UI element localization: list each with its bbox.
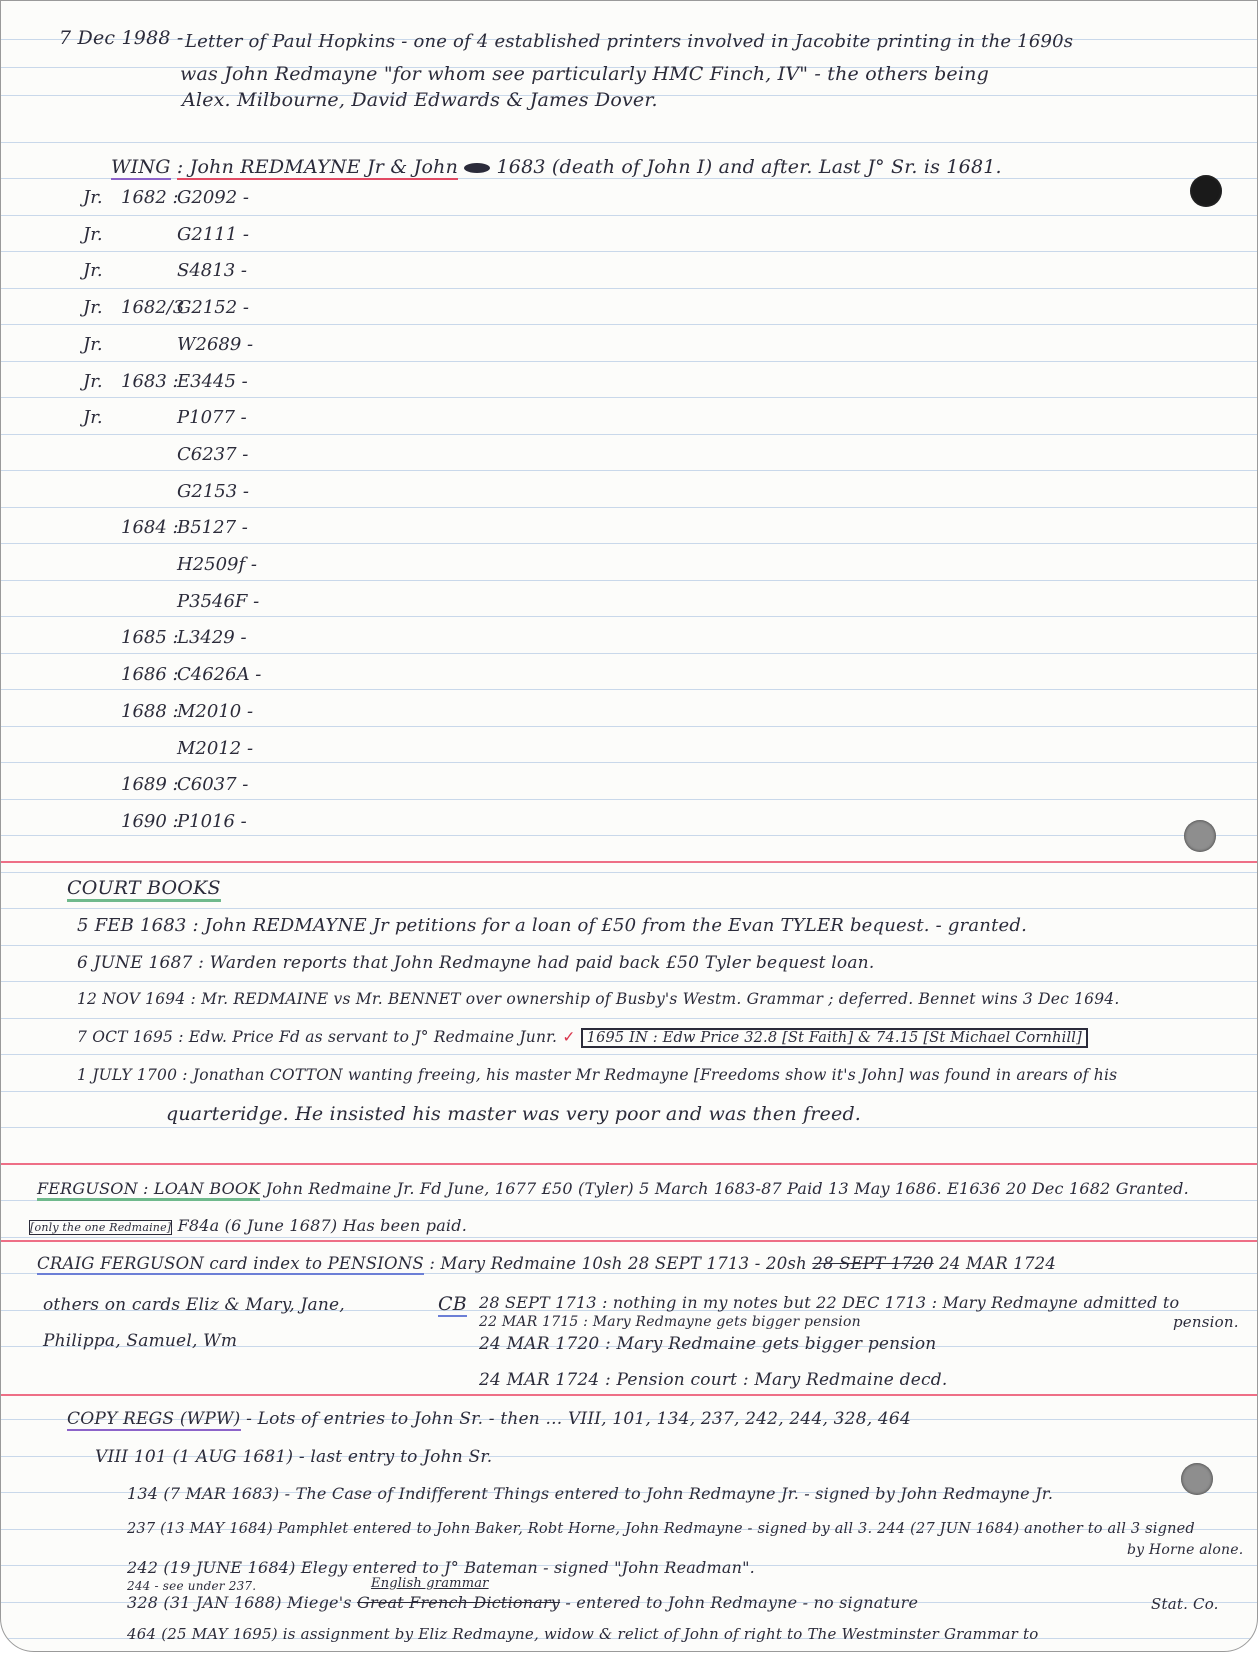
wing-subheading: : John REDMAYNE Jr & John	[176, 156, 459, 178]
wing-entry-year: 1686 :	[121, 664, 179, 686]
wing-entry-jr: Jr.	[83, 370, 103, 392]
craig-heading: CRAIG FERGUSON card index to PENSIONS	[37, 1254, 424, 1273]
wing-entry-jr: Jr.	[83, 223, 103, 245]
craig-line-1	[37, 1254, 1056, 1273]
wing-entry-year: 1684 :	[121, 517, 179, 539]
ferguson-line-2	[29, 1216, 467, 1235]
craig-cb-1: 28 SEPT 1713 : nothing in my notes but 22 DEC 1713 : Mary Redmayne admitted to	[479, 1293, 1180, 1312]
binder-hole-bottom	[1181, 1463, 1213, 1495]
craig-others-2: Philippa, Samuel, Wm	[43, 1331, 238, 1351]
wing-entry-ref: P1016 -	[177, 810, 247, 832]
copy-intro: - Lots of entries to John Sr. - then ... VIII, 101, 134, 237, 242, 244, 328, 464	[246, 1409, 911, 1429]
wing-entry-ref: P1077 -	[177, 407, 247, 429]
header-line-1: Letter of Paul Hopkins - one of 4 established printers involved in Jacobite printing in the 1690s	[185, 31, 1074, 52]
wing-entry-jr: Jr.	[83, 333, 103, 355]
wing-entry-year: 1688 :	[121, 700, 179, 722]
copy-line-3: 134 (7 MAR 1683) - The Case of Indifferent Things entered to John Redmayne Jr. - signed by John Redmayne Jr.	[127, 1484, 1054, 1503]
wing-entry-ref: S4813 -	[177, 260, 247, 282]
craig-strike: 28 SEPT 1720	[812, 1254, 934, 1273]
checkmark-icon: ✓	[562, 1028, 576, 1046]
court-line-4-bracket: 1695 IN : Edw Price 32.8 [St Faith] & 74.15 [St Michael Cornhill]	[581, 1028, 1088, 1048]
wing-heading-rest: 1683 (death of John I) and after. Last J° Sr. is 1681.	[496, 156, 1002, 178]
court-line-3: 12 NOV 1694 : Mr. REDMAINE vs Mr. BENNET over ownership of Busby's Westm. Grammar ; deferred. Bennet wins 3 Dec 1694.	[77, 990, 1120, 1008]
court-line-4	[77, 1028, 1088, 1046]
wing-entry-year: 1682/3	[121, 297, 185, 319]
copy-line-6-above: English grammar	[371, 1576, 489, 1591]
wing-entry-ref: B5127 -	[177, 517, 248, 539]
copy-line-6c: Stat. Co.	[1151, 1595, 1219, 1613]
ferguson-heading: FERGUSON : LOAN BOOK	[37, 1179, 260, 1201]
copy-line-4b: by Horne alone.	[1127, 1542, 1244, 1558]
wing-entry-year: 1682 :	[121, 187, 179, 208]
copy-line-6-note: 244 - see under 237.	[127, 1579, 257, 1593]
court-heading-text: COURT BOOKS	[67, 877, 221, 902]
wing-entry-jr: Jr.	[83, 260, 103, 282]
court-line-6: quarteridge. He insisted his master was very poor and was then freed.	[166, 1103, 862, 1125]
wing-entry-ref: M2010 -	[177, 700, 254, 722]
cb-label-text: CB	[438, 1293, 467, 1315]
wing-entry-ref: C6037 -	[177, 774, 249, 796]
wing-entry-ref: G2153 -	[177, 480, 249, 502]
copy-line-6a: 328 (31 JAN 1688) Miege's	[127, 1593, 352, 1612]
copy-line-6	[127, 1593, 918, 1612]
craig-cb-2: 22 MAR 1715 : Mary Redmayne gets bigger pension	[479, 1314, 861, 1330]
wing-entry-ref: W2689 -	[177, 333, 254, 355]
copy-line-1	[67, 1409, 911, 1429]
craig-text-b: 24 MAR 1724	[939, 1254, 1057, 1273]
copy-heading: COPY REGS (WPW)	[67, 1409, 241, 1429]
wing-entry-ref: C4626A -	[177, 664, 262, 686]
wing-heading-line	[111, 156, 1002, 178]
wing-entry-year: 1683 :	[121, 370, 179, 392]
wing-entry-ref: L3429 -	[177, 627, 247, 649]
wing-heading: WING	[111, 156, 171, 178]
copy-line-6-strike: Great French Dictionary	[357, 1593, 561, 1612]
binder-hole-middle	[1184, 820, 1216, 852]
copy-line-2: VIII 101 (1 AUG 1681) - last entry to John Sr.	[95, 1447, 493, 1467]
header-date: 7 Dec 1988 -	[59, 27, 184, 49]
copy-line-4: 237 (13 MAY 1684) Pamphlet entered to John Baker, Robt Horne, John Redmayne - signed by all 3. 244 (27 JUN 1684) another to all 3 signed	[127, 1521, 1195, 1537]
court-line-1: 5 FEB 1683 : John REDMAYNE Jr petitions for a loan of £50 from the Evan TYLER bequest. - granted.	[77, 915, 1027, 936]
wing-entry-year: 1690 :	[121, 810, 179, 832]
court-heading	[67, 877, 221, 899]
craig-cb-label	[438, 1293, 467, 1315]
craig-cb-4: 24 MAR 1724 : Pension court : Mary Redmaine decd.	[479, 1370, 948, 1390]
ferguson-line-1	[37, 1179, 1189, 1198]
wing-entry-ref: G2092 -	[177, 187, 249, 208]
craig-cb-3: 24 MAR 1720 : Mary Redmaine gets bigger pension	[479, 1334, 937, 1354]
wing-entry-ref: P3546F -	[177, 590, 260, 612]
wing-entry-ref: G2152 -	[177, 297, 249, 319]
copy-line-5: 242 (19 JUNE 1684) Elegy entered to J° Bateman - signed "John Readman".	[127, 1558, 755, 1577]
header-line-3: Alex. Milbourne, David Edwards & James Dover.	[182, 89, 658, 111]
header-line-2: was John Redmayne "for whom see particularly HMC Finch, IV" - the others being	[180, 63, 989, 85]
craig-cb-1b: pension.	[1173, 1313, 1239, 1331]
ink-blot	[464, 163, 490, 173]
copy-line-6b: - entered to John Redmayne - no signature	[565, 1593, 919, 1612]
copy-line-7: 464 (25 MAY 1695) is assignment by Eliz Redmayne, widow & relict of John of right to The Westminster Grammar to	[127, 1625, 1039, 1643]
wing-entry-ref: C6237 -	[177, 443, 249, 465]
court-line-5: 1 JULY 1700 : Jonathan COTTON wanting freeing, his master Mr Redmayne [Freedoms show it's John] was found in arears of his	[77, 1066, 1118, 1084]
court-line-4a: 7 OCT 1695 : Edw. Price Fd as servant to J° Redmaine Junr.	[77, 1028, 558, 1046]
court-line-2: 6 JUNE 1687 : Warden reports that John Redmayne had paid back £50 Tyler bequest loan.	[77, 953, 875, 973]
wing-entry-jr: Jr.	[83, 407, 103, 429]
craig-text-a: : Mary Redmaine 10sh 28 SEPT 1713 - 20sh	[429, 1254, 807, 1273]
craig-others-1: others on cards Eliz & Mary, Jane,	[43, 1295, 345, 1315]
wing-entry-ref: G2111 -	[177, 223, 249, 245]
wing-entry-year: 1689 :	[121, 774, 179, 796]
wing-entry-ref: E3445 -	[177, 370, 248, 392]
wing-entry-year: 1685 :	[121, 627, 179, 649]
binder-hole-top	[1190, 175, 1222, 207]
wing-entry-jr: Jr.	[83, 297, 103, 319]
ferguson-text: John Redmaine Jr. Fd June, 1677 £50 (Tyler) 5 March 1683-87 Paid 13 May 1686. E1636 20 Dec 1682 Granted.	[265, 1179, 1189, 1198]
ferguson-box-note: [only the one Redmaine]	[30, 1221, 172, 1234]
wing-entry-ref: M2012 -	[177, 737, 254, 759]
wing-entry-ref: H2509f -	[177, 554, 257, 575]
ferguson-paid: F84a (6 June 1687) Has been paid.	[177, 1216, 467, 1235]
wing-entry-jr: Jr.	[83, 187, 103, 208]
